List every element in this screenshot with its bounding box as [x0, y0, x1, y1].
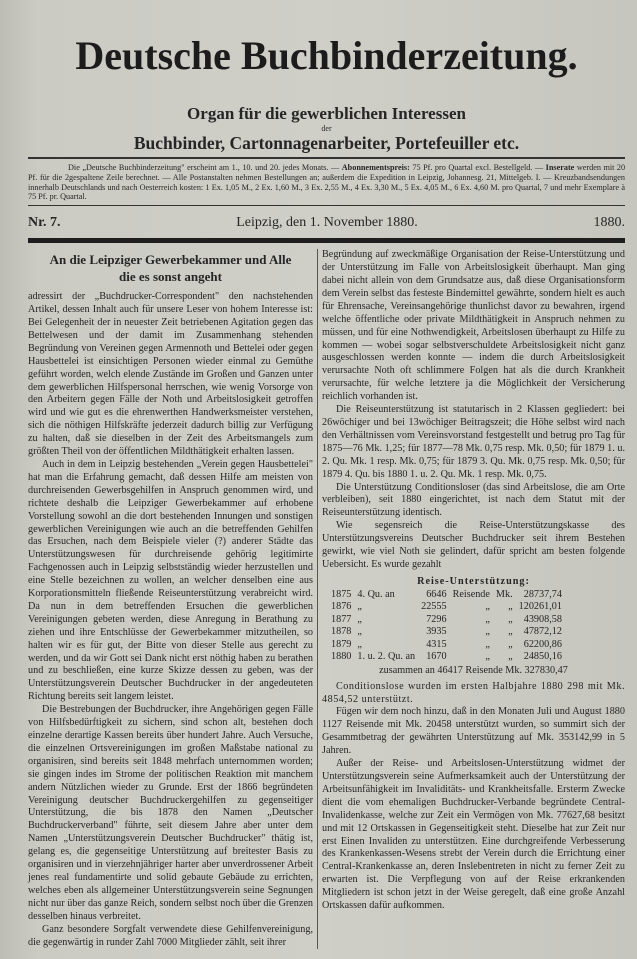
- cell-count: 22555: [421, 601, 447, 613]
- cell-amount: 28737,74: [523, 588, 562, 600]
- article-columns: [28, 249, 625, 949]
- info-text: 75 Pf. pro Quartal excl. Bestellgeld. —: [412, 163, 544, 172]
- heading-line: An die Leipziger Gewerbekammer und Alle: [49, 252, 292, 268]
- table-row: [328, 601, 565, 614]
- divider: [28, 157, 625, 159]
- cell-count: 6646: [426, 588, 447, 600]
- info-inserate-label: Inserate: [545, 163, 575, 172]
- thick-divider: [28, 238, 625, 243]
- paragraph: adressirt der „Buchdrucker-Correspondent" den nachstehenden Artikel, dessen Inhalt auch für unsere Leser von hohem Interesse ist: Bei Gelegenheit der in neuester Zeit betriebenen Agitation gegen das Bettelwesen und der damit im Zusammenhang stehenden Begründung von Vereinen gegen Armennoth und Bettelei oder gegen Hausbettelei ist einsichtigen Personen wieder einmal zu Gemüthe geführt worden, welch elende Zustände im Großen und Ganzen unter dem gewerblichen Hilfspersonal herrschen, wie wenig Vorsorge von den Arbeitern gegen Fälle der Noth und Arbeitslosigkeit getroffen wird und wie gut es die ehrenwerthen Handwerksmeister verstehen, sich die nöthigen Hilfskräfte jederzeit dadurch billig zur Verfügung zu halten, daß sie dieselben in der Zeit des Arbeitsmangels zum größten Theil von der öffentlichen Mildthätigkeit erhalten lassen.: [28, 291, 313, 458]
- cell-year: 1878: [331, 626, 352, 638]
- cell-unit: Reisende: [452, 588, 490, 600]
- cell-count: 3935: [426, 626, 447, 638]
- table-total: zusammen an 46417 Reisende Mk. 327830,47: [379, 664, 568, 676]
- paragraph: Fügen wir dem noch hinzu, daß in den Monaten Juli und August 1880 1127 Reisende mit Mk. 20458 unterstützt wurden, so summirt sich der Gesammtbetrag der gewährten Unterstützung auf Mk. 353142,99 in 5 Jahren.: [322, 706, 625, 757]
- cell-unit: „: [485, 651, 490, 663]
- masthead-title: Deutsche Buchbinderzeitung.: [75, 33, 578, 78]
- left-column: [28, 249, 318, 949]
- cell-unit: „: [485, 601, 490, 613]
- cell-amount: 62200,86: [523, 638, 562, 650]
- table-row: [328, 639, 565, 652]
- cell-unit: „: [485, 613, 490, 625]
- cell-cur: Mk.: [495, 588, 513, 600]
- article-heading: [28, 251, 313, 285]
- cell-year: 1879: [331, 638, 352, 650]
- cell-cur: „: [508, 601, 513, 613]
- cell-year: 1880: [331, 651, 352, 663]
- cell-amount: 120261,01: [518, 601, 562, 613]
- cell-period: „: [357, 613, 362, 625]
- support-table: [328, 589, 565, 664]
- table-row: [328, 589, 565, 602]
- cell-count: 4315: [426, 638, 447, 650]
- paragraph: Die Unterstützung Conditionsloser (das sind Arbeitslose, die am Orte verbleiben), seit 1880 eingerichtet, ist nach dem Statut mit der Reiseunterstützung identisch.: [322, 481, 625, 519]
- issue-line: [28, 214, 625, 232]
- paragraph: Auch in dem in Leipzig bestehenden „Verein gegen Hausbettelei" hat man die Erfahrung gemacht, daß dessen Hilfe am meisten von durchreisenden Gewerbsgehilfen in Anspruch genommen wird, und richtete deshalb die Leipziger Gewerbekammer auf erhobene Vorstellung sowohl an die dort bestehenden Innungen und sonstigen gewerblichen Vereinigungen wie auch an die betreffenden Gehilfen das Ersuchen, nach dem Beispiele vieler (?) anderer Städte das Unterstützungswesen für durchreisende gehörig legitimirte Fachgenossen auch in Leipzig selbstständig wieder herzustellen und eine Stelle bezeichnen zu wollen, an welcher denselben eine aus Korporationsmitteln fließende Reiseunterstützung verabreicht wird. Da nun in dem betreffenden Ersuchen die gewerblichen Vereinigungen gebeten werden, diese Anregung in Berathung zu ziehen und ihre Entschlüsse der Gewerbekammer mitzutheilen, so halten wir es für gut, der Bitte von dieser Stelle aus gerecht zu werden, und da wir Gott sei Dank nicht erst nöthig haben zu berathen und zu beschließen, eine kurze Skizze dessen zu geben, was der Unterstützungsverein Deutscher Buchdrucker in der angedeuteten Richtung bereits seit langem leistet.: [28, 458, 313, 703]
- info-abo-label: Abonnementspreis:: [341, 163, 410, 172]
- info-text: Die „Deutsche Buchbinderzeitung" erscheint am 1., 10. und 20. jedes Monats. —: [68, 163, 340, 172]
- cell-year: 1876: [331, 601, 352, 613]
- cell-amount: 43908,58: [523, 613, 562, 625]
- paragraph: Begründung auf zweckmäßige Organisation der Reise-Unterstützung und der Unterstützung im Falle von Arbeitslosigkeit überhaupt. Man ging dabei nicht allein von dem Grundsatze aus, daß diese Organisationsform dem Verein selbst das festeste Bindemittel gewährte, sondern hielt es auch für Ehrensache, Vereinsangehörige thunlichst davor zu bewahren, irgend welche öffentliche oder private Mildthätigkeit in Anspruch nehmen zu müssen, und für eine Nothwendigkeit, Arbeitslosen überhaupt zu Hilfe zu kommen — wobei sogar selbstverschuldete Arbeitslosigkeit nicht ganz ausgeschlossen werden konnte — indem die durch Arbeitslosigkeit verursachte Noth oft schlimmere Folgen hat als die durch Krankheit verursachte, für welche letztere ja die Möglichkeit der Versicherung reichlich vorhanden ist.: [322, 249, 625, 403]
- table-row: [328, 614, 565, 627]
- masthead-subtitle: Organ für die gewerblichen Interessen: [187, 104, 466, 123]
- cell-cur: „: [508, 626, 513, 638]
- cell-count: 7296: [426, 613, 447, 625]
- paragraph: Wie segensreich die Reise-Unterstützungskasse des Unterstützungsvereins Deutscher Buchdrucker seit ihrem Bestehen gewirkt, wie viel Noth sie gelindert, dafür spricht am besten folgende Uebersicht. Es wurde gezahlt: [322, 520, 625, 570]
- paragraph: Ganz besondere Sorgfalt verwendete diese Gehilfenvereinigung, die gegenwärtig in runder Zahl 7000 Mitglieder zählt, seit ihrer: [28, 923, 313, 948]
- cell-amount: 47872,12: [523, 626, 562, 638]
- cell-cur: „: [508, 651, 513, 663]
- masthead-trades: Buchbinder, Cartonnagenarbeiter, Portefeuiller etc.: [133, 133, 520, 153]
- cell-year: 1877: [331, 613, 352, 625]
- cell-count: 1670: [426, 651, 447, 663]
- cell-period: „: [357, 638, 362, 650]
- paragraph: Die Reiseunterstützung ist statutarisch in 2 Klassen gegliedert: bei 26wöchiger und bei 13wöchiger Beitragszeit; die Höhe selbst wird nach den Verhältnissen vom Vereinsvorstand festgestellt und betrug pro Tag für 1875—76 Mk. 1,25; für 1877—78 Mk. 0,75 resp. Mk. 0,50; für 1879 1. u. 2. Qu. Mk. 1 resp. Mk. 0,75; für 1879 3. Qu. Mk. 0,75 resp. Mk. 0,50; für 1879 4. Qu. bis 1880 1. u. 2. Qu. Mk. 1 resp. Mk. 0,75.: [322, 404, 625, 480]
- divider: [28, 205, 625, 206]
- paragraph: Conditionslose wurden im ersten Halbjahre 1880 298 mit Mk. 4854,52 unterstützt.: [322, 680, 625, 705]
- info-text: werden mit 20 Pf. für die 2gespaltene Zeile berechnet. — Alle Postanstalten nehmen Bestellungen an; außerdem die Expedition in Leipzig, Johannesg. 21, Mittelgeb. I. — Kreuzbandsendungen innerhalb Deutschlands und nach Oesterreich kosten: 1 Ex. 1,05 M., 2 Ex. 1,60 M., 3 Ex. 2,55 M., 4 Ex. 3,30 M., 5 Ex. 4,05 M., 6 Ex. 4,60 M. pro Quartal, 7 und mehr Exemplare à 75 Pf. pr. Quartal.: [28, 163, 626, 202]
- cell-period: „: [357, 626, 362, 638]
- cell-cur: „: [508, 613, 513, 625]
- heading-line: die es sonst angeht: [119, 269, 222, 285]
- cell-period: 4. Qu. an: [357, 588, 395, 600]
- issue-year: 1880.: [593, 215, 625, 231]
- cell-period: 1. u. 2. Qu. an: [357, 651, 416, 663]
- cell-unit: „: [485, 638, 490, 650]
- masthead-der: der: [321, 124, 332, 133]
- cell-amount: 24850,16: [523, 651, 562, 663]
- paragraph: Die Bestrebungen der Buchdrucker, ihre Angehörigen gegen Fälle von Hilfsbedürftigkeit zu sichern, sind schon alt, bestehen doch einzelne derartige Kassen bereits über hundert Jahre. Auch Versuche, die einzelnen Ortsvereinigungen im großen Maßstabe national zu organisiren, sind bereits seit 1848 mehrfach unternommen worden; sie gingen indes im Strome der politischen Reaktion mit manchem andern Nützlichen wieder zu Grunde. Erst der 1866 begründeten Vereinigung deutscher Buchdruckergehilfen zu gegenseitiger Unterstützung, die bis 1878 den Namen „Deutscher Buchdruckerverband" führte, seit diesem Jahre aber unter dem Namen „Unterstützungsverein Deutscher Buchdrucker" thätig ist, gelang es, die gegenseitige Unterstützung auf breitester Basis zu organisiren und in vierzehnjähriger harter aber unverdrossener Arbeit jenes real fundamentirte und solid gebaute Gebäude zu errichten, welches eben als allgemeiner Unterstützungsverein seine Segnungen nicht nur über das ganze Reich, sondern selbst noch über die Grenzen desselben hinaus verbreitet.: [28, 704, 313, 922]
- issue-date: Leipzig, den 1. November 1880.: [236, 215, 418, 231]
- subscription-info: [28, 163, 625, 202]
- table-title: Reise-Unterstützung:: [417, 575, 530, 587]
- table-row: [328, 626, 565, 639]
- right-column: [318, 249, 625, 949]
- table-row: [328, 651, 565, 664]
- paragraph: Außer der Reise- und Arbeitslosen-Unterstützung widmet der Unterstützungsverein seine Aufmerksamkeit auch der Unterstützung der Arbeitsunfähigkeit im Invaliditäts- und Krankheitsfalle. Ersterm Zwecke dient die vom ehemaligen Buchdrucker-Verbande begründete Central-Invalidenkasse, welche zur Zeit ein Vermögen von Mk. 77627,68 besitzt und mit 12 Ortskassen in Gegenseitigkeit steht. Dieselbe hat zur Zeit nur erst Einen Invaliden zu unterstützen. Eine durchgreifende Verbesserung des Krankenkassen-Wesens strebt der Verein durch die Errichtung einer Central-Krankenkasse an, deren Inslebentreten in nicht zu ferner Zeit zu erwarten ist. Die Verpflegung von auf der Reise erkrankenden Mitgliedern ist schon jetzt in der Weise geregelt, daß eine große Anzahl Ortskassen dafür aufkommen.: [322, 758, 625, 912]
- cell-year: 1875: [331, 588, 352, 600]
- cell-cur: „: [508, 638, 513, 650]
- cell-unit: „: [485, 626, 490, 638]
- issue-number: Nr. 7.: [28, 215, 61, 231]
- cell-period: „: [357, 601, 362, 613]
